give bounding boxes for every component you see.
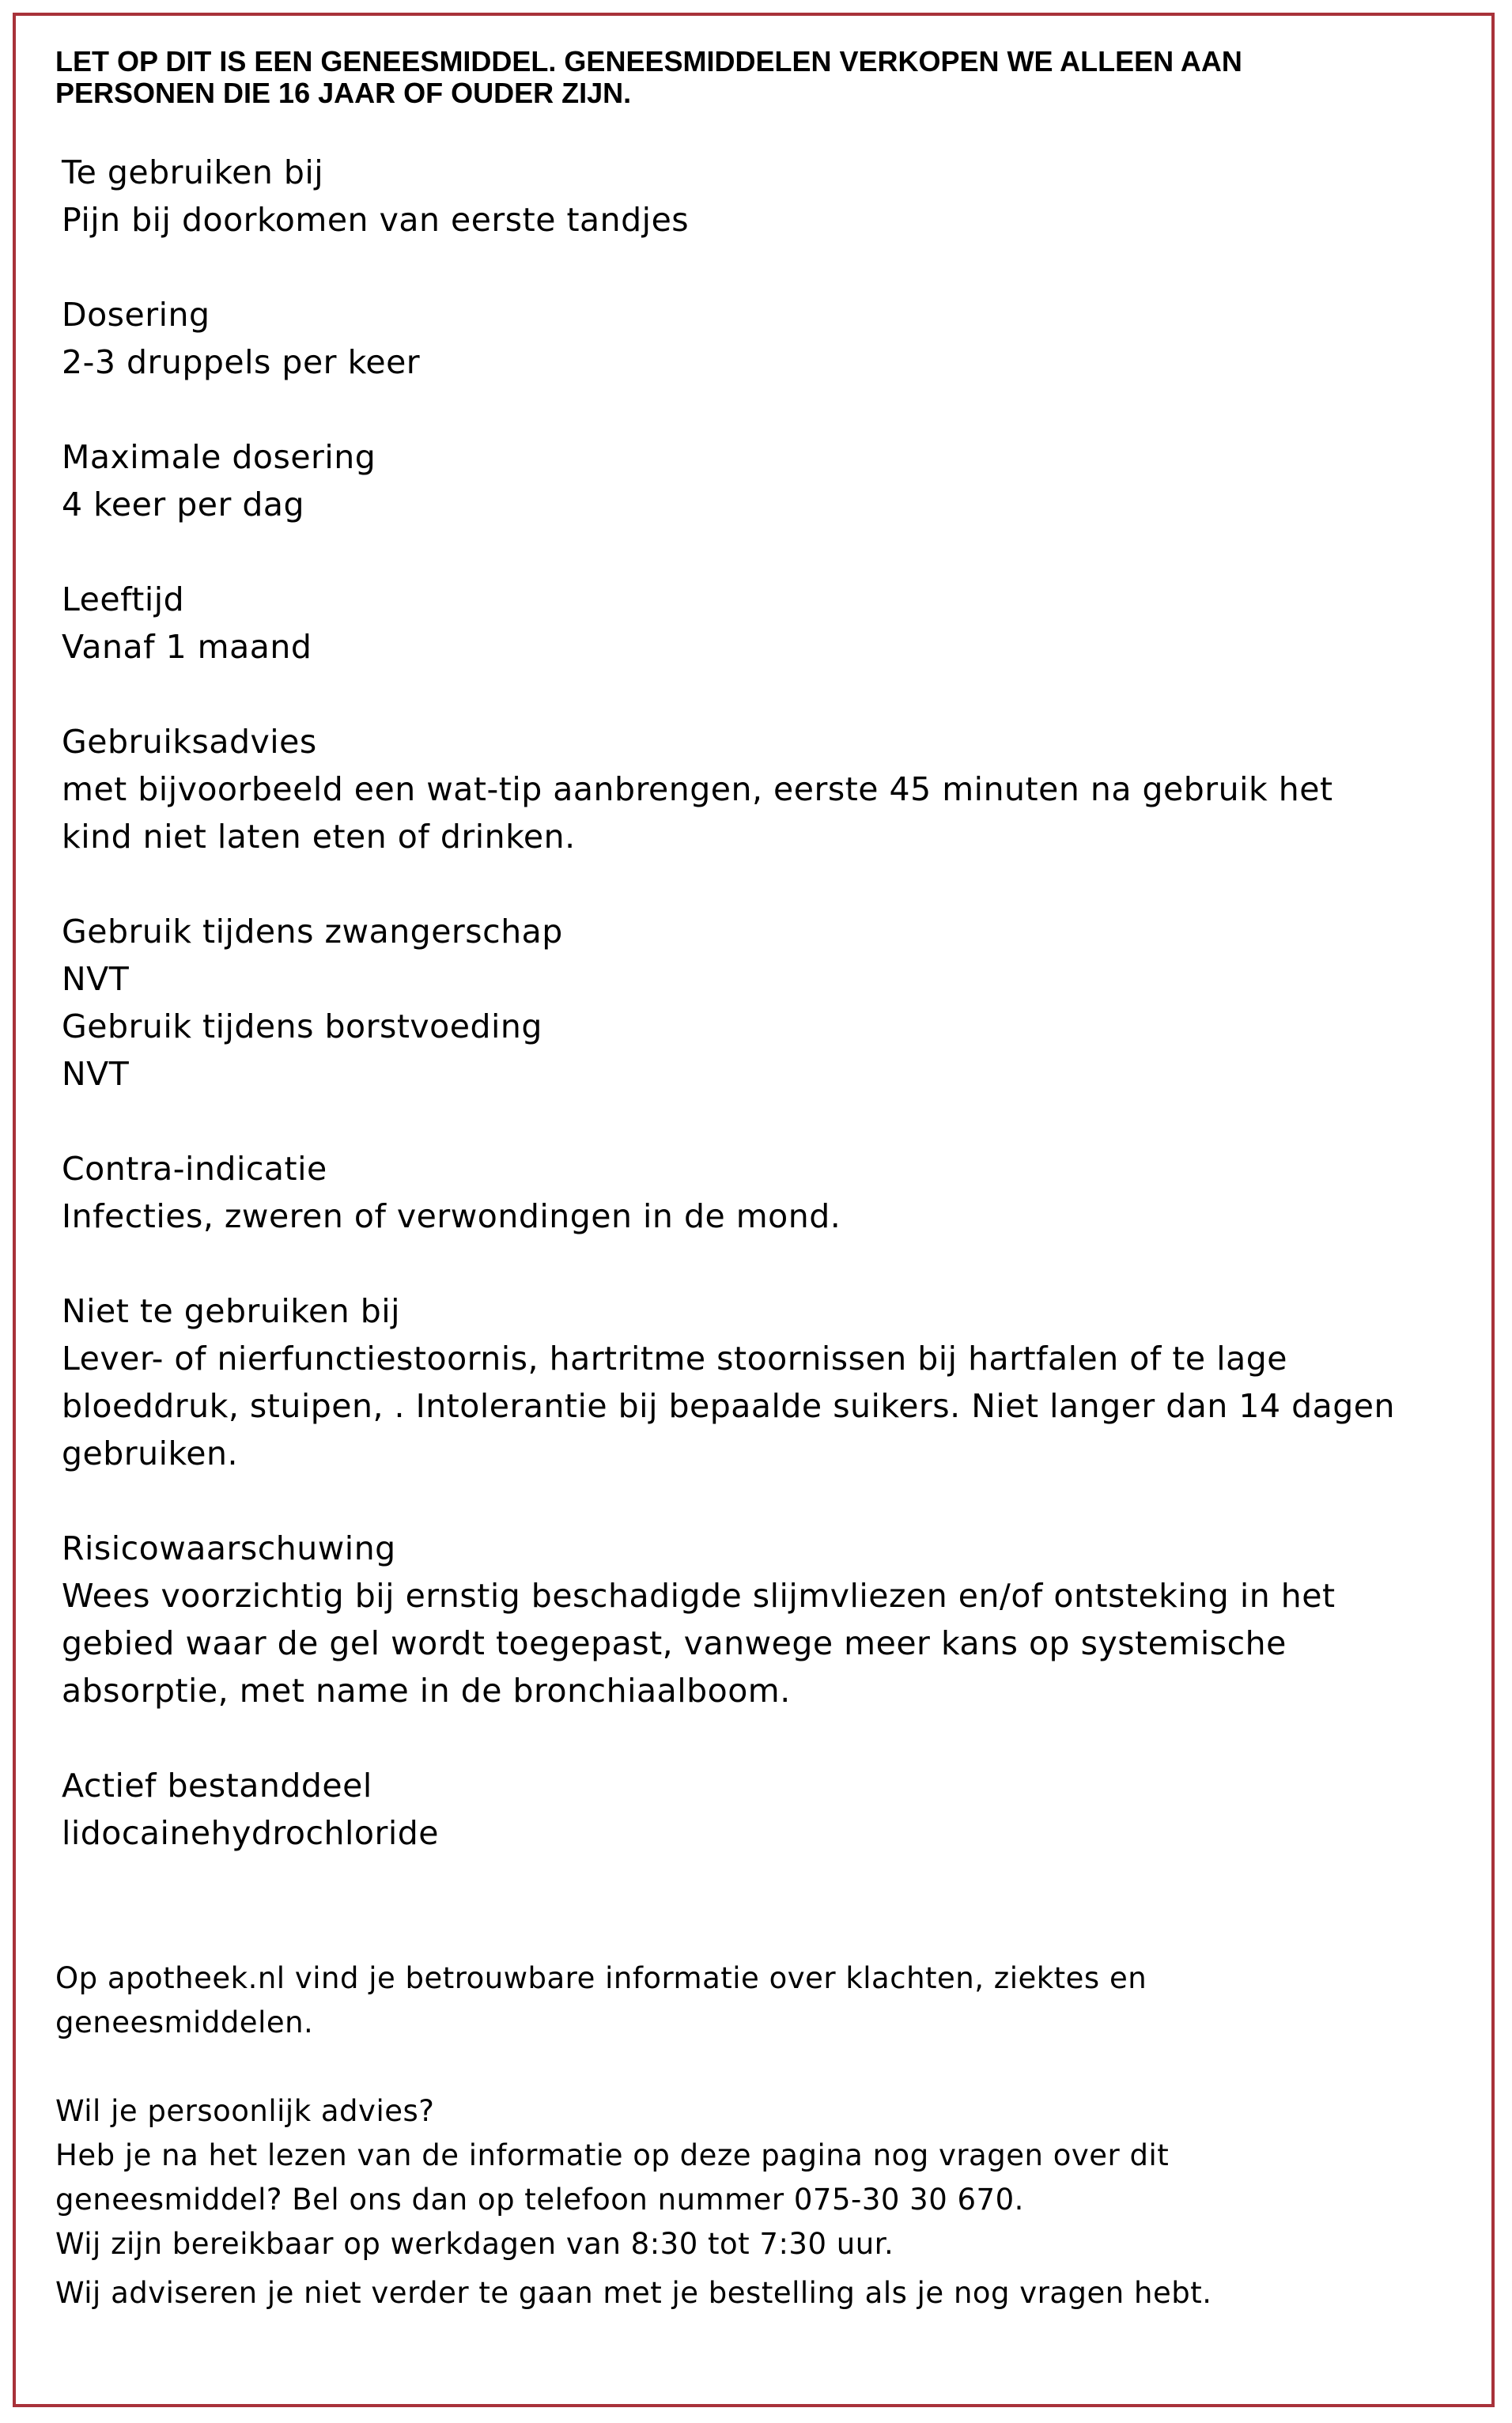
warning-line-1: LET OP DIT IS EEN GENEESMIDDEL. GENEESMIDDELEN VERKOPEN WE ALLEEN AAN bbox=[55, 45, 1242, 77]
section-title-gebruik: Te gebruiken bij bbox=[62, 153, 324, 191]
section-text-risico-1: Wees voorzichtig bij ernstig beschadigde slijmvliezen en/of ontsteking in het bbox=[62, 1577, 1336, 1615]
footer-advies-4: Wij adviseren je niet verder te gaan met je bestelling als je nog vragen hebt. bbox=[55, 2276, 1212, 2310]
spacer bbox=[62, 528, 1469, 576]
section-text-gebruik: Pijn bij doorkomen van eerste tandjes bbox=[62, 201, 690, 239]
section-text-borstvoeding: NVT bbox=[62, 1055, 130, 1093]
section-title-dosering: Dosering bbox=[62, 296, 210, 334]
contact-footer bbox=[55, 1956, 1463, 2315]
spacer bbox=[62, 1477, 1469, 1525]
footer-advies-3: Wij zijn bereikbaar op werkdagen van 8:30 tot 7:30 uur. bbox=[55, 2227, 894, 2261]
section-text-contra: Infecties, zweren of verwondingen in de mond. bbox=[62, 1197, 841, 1235]
section-text-dosering: 2-3 druppels per keer bbox=[62, 343, 421, 381]
section-text-niet-2: bloeddruk, stuipen, . Intolerantie bij bepaalde suikers. Niet langer dan 14 dagen bbox=[62, 1387, 1396, 1425]
section-text-niet-3: gebruiken. bbox=[62, 1435, 239, 1472]
spacer bbox=[62, 1240, 1469, 1287]
spacer bbox=[62, 860, 1469, 908]
section-text-leeftijd: Vanaf 1 maand bbox=[62, 628, 312, 666]
section-title-risico: Risicowaarschuwing bbox=[62, 1529, 396, 1567]
spacer bbox=[62, 1098, 1469, 1145]
section-text-niet-1: Lever- of nierfunctiestoornis, hartritme stoornissen bij hartfalen of te lage bbox=[62, 1340, 1287, 1378]
section-title-maxdosering: Maximale dosering bbox=[62, 438, 376, 476]
section-text-advies-1: met bijvoorbeeld een wat-tip aanbrengen, eerste 45 minuten na gebruik het bbox=[62, 770, 1333, 808]
spacer bbox=[62, 671, 1469, 718]
section-text-maxdosering: 4 keer per dag bbox=[62, 486, 305, 524]
section-title-zwangerschap: Gebruik tijdens zwangerschap bbox=[62, 913, 563, 951]
section-text-advies-2: kind niet laten eten of drinken. bbox=[62, 818, 576, 856]
section-title-leeftijd: Leeftijd bbox=[62, 580, 185, 618]
section-text-risico-3: absorptie, met name in de bronchiaalboom. bbox=[62, 1672, 791, 1710]
footer-info-2: geneesmiddelen. bbox=[55, 2005, 314, 2039]
spacer bbox=[55, 2045, 1463, 2089]
section-title-niet: Niet te gebruiken bij bbox=[62, 1292, 401, 1330]
product-info bbox=[62, 149, 1469, 1857]
age-warning bbox=[55, 46, 1463, 109]
footer-info-1: Op apotheek.nl vind je betrouwbare informatie over klachten, ziektes en bbox=[55, 1961, 1147, 1995]
spacer bbox=[62, 386, 1469, 433]
spacer bbox=[62, 1714, 1469, 1762]
footer-advies-2: geneesmiddel? Bel ons dan op telefoon nummer 075-30 30 670. bbox=[55, 2183, 1024, 2217]
section-title-advies: Gebruiksadvies bbox=[62, 723, 317, 761]
section-text-risico-2: gebied waar de gel wordt toegepast, vanwege meer kans op systemische bbox=[62, 1624, 1287, 1662]
section-text-zwangerschap: NVT bbox=[62, 960, 130, 998]
section-text-bestanddeel: lidocainehydrochloride bbox=[62, 1814, 439, 1852]
section-title-contra: Contra-indicatie bbox=[62, 1150, 327, 1188]
footer-advies-title: Wil je persoonlijk advies? bbox=[55, 2094, 435, 2128]
section-title-borstvoeding: Gebruik tijdens borstvoeding bbox=[62, 1007, 542, 1045]
spacer bbox=[62, 244, 1469, 291]
section-title-bestanddeel: Actief bestanddeel bbox=[62, 1767, 372, 1805]
footer-advies-1: Heb je na het lezen van de informatie op deze pagina nog vragen over dit bbox=[55, 2138, 1170, 2172]
warning-line-2: PERSONEN DIE 16 JAAR OF OUDER ZIJN. bbox=[55, 77, 632, 109]
